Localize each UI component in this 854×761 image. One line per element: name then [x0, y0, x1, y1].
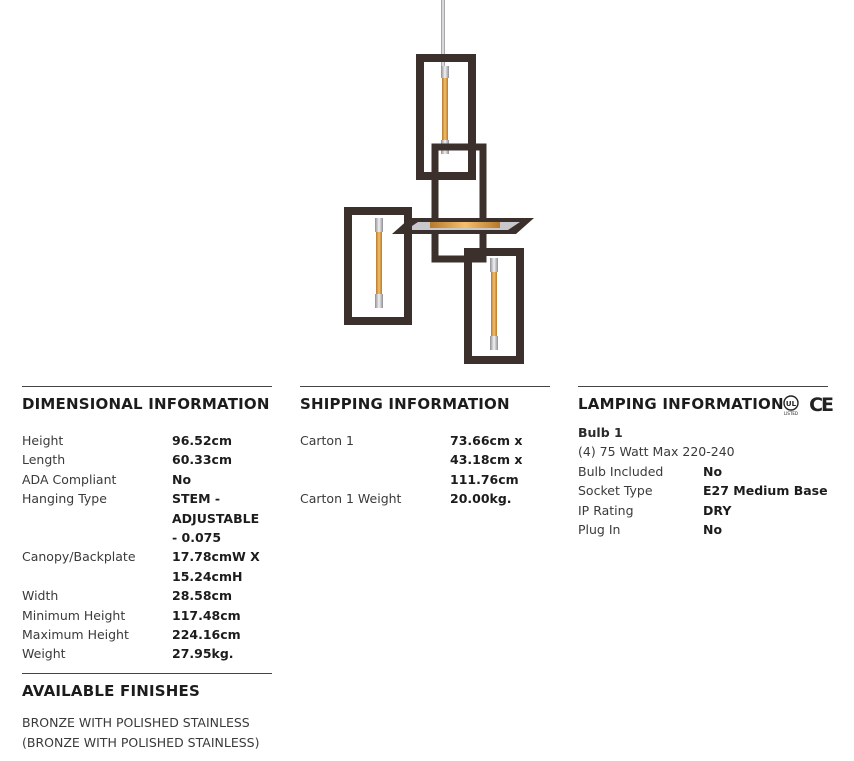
finishes-title: AVAILABLE FINISHES	[22, 682, 200, 700]
lamping-section	[578, 386, 832, 539]
bulb-title: Bulb 1	[578, 425, 623, 440]
dimensional-table	[22, 431, 272, 664]
ul-listed-icon	[779, 394, 803, 416]
section-divider	[578, 386, 828, 387]
top-frame	[420, 58, 472, 176]
right-frame	[468, 252, 520, 360]
lamp-row-ip-rating: IP Rating DRY	[578, 502, 732, 518]
horizontal-frame	[392, 218, 534, 234]
lamp-row-socket-type: Socket Type E27 Medium Base	[578, 483, 828, 499]
pendant-fixture-image	[330, 0, 550, 370]
shipping-table	[300, 431, 550, 509]
ce-mark-icon: CE	[809, 394, 832, 416]
ship-row-carton: Carton 1 73.66cm x 43.18cm x 111.76cm	[300, 433, 523, 487]
dim-row-ada: ADA Compliant No	[22, 471, 192, 487]
certifications	[779, 394, 832, 416]
section-divider	[22, 386, 272, 387]
dim-row-length: Length 60.33cm	[22, 452, 232, 468]
lamping-title: LAMPING INFORMATION	[578, 395, 784, 413]
dimensional-title: DIMENSIONAL INFORMATION	[22, 395, 270, 413]
section-divider	[22, 673, 272, 674]
dim-row-height: Height 96.52cm	[22, 433, 232, 448]
finishes-section	[22, 673, 297, 752]
lamp-row-bulb-included: Bulb Included No	[578, 463, 723, 479]
ship-row-carton-weight: Carton 1 Weight 20.00kg.	[300, 491, 512, 507]
dim-row-weight: Weight 27.95kg.	[22, 646, 234, 662]
dim-row-canopy: Canopy/Backplate 17.78cmW X 15.24cmH	[22, 549, 260, 584]
ul-text: UL	[785, 400, 797, 408]
dim-row-width: Width 28.58cm	[22, 588, 232, 604]
bulb-description: (4) 75 Watt Max 220-240	[578, 444, 735, 460]
dim-row-min-height: Minimum Height 117.48cm	[22, 607, 241, 623]
dimensional-section	[22, 386, 272, 664]
dim-row-max-height: Maximum Height 224.16cm	[22, 627, 241, 643]
shipping-title: SHIPPING INFORMATION	[300, 395, 510, 413]
listed-text: LISTED	[784, 411, 799, 416]
lamping-table	[578, 423, 828, 539]
section-divider	[300, 386, 550, 387]
shipping-section	[300, 386, 550, 509]
left-frame	[348, 211, 408, 321]
finishes-text: BRONZE WITH POLISHED STAINLESS (BRONZE WITH POLISHED STAINLESS)	[22, 715, 260, 750]
dim-row-hanging-type: Hanging Type STEM - ADJUSTABLE - 0.075	[22, 491, 260, 546]
lamp-row-plug-in: Plug In No	[578, 522, 723, 538]
